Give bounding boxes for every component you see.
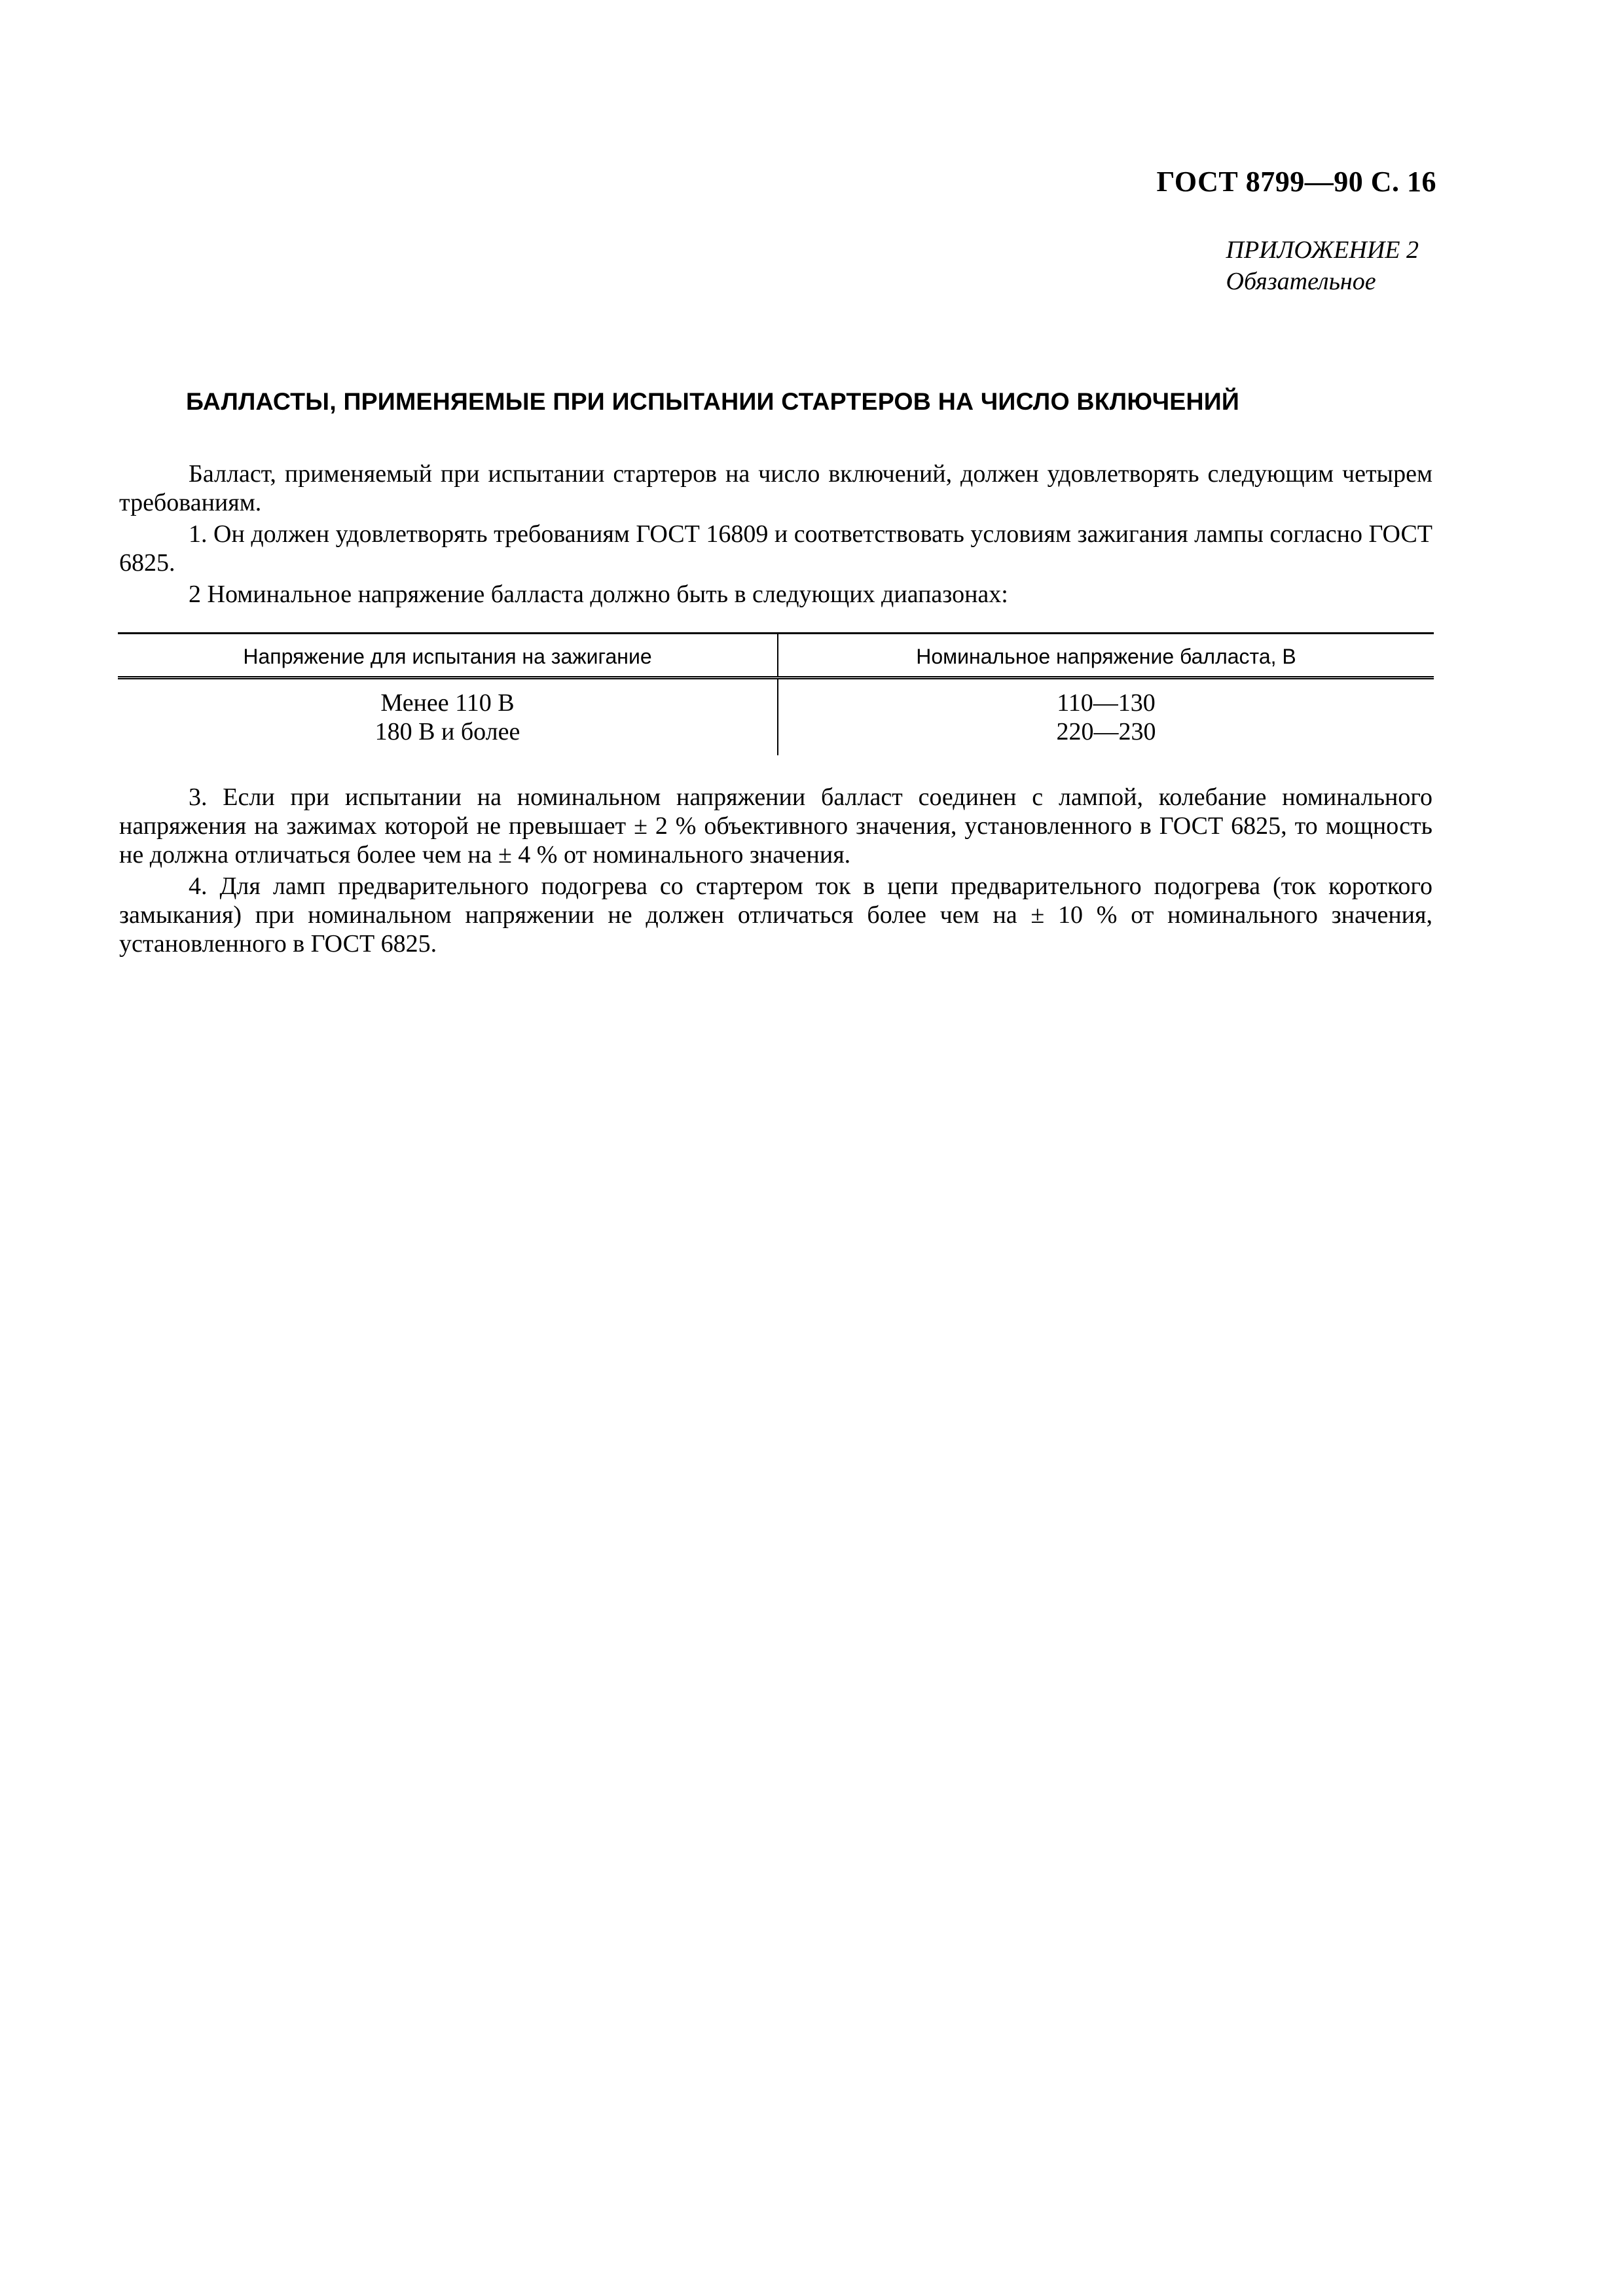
column-header-nominal-voltage: Номинальное напряжение балласта, В (778, 634, 1434, 678)
cell-value: 110—130 (1057, 689, 1156, 717)
column-header-test-voltage: Напряжение для испытания на зажигание (118, 634, 778, 678)
cell-value: Менее 110 В (380, 689, 515, 717)
closing-text (119, 783, 1432, 961)
table-row (118, 678, 1434, 756)
appendix-label-block (1226, 234, 1419, 297)
requirement-3-paragraph: 3. Если при испытании на номинальном напряжении балласт соединен с лампой, колебание номинального напряжения на зажимах которой не превышает ± 2 % объективного значения, установленного в ГОСТ 6825, то мощность не должна отличаться более чем на ± 4 % от номинального значения. (119, 783, 1432, 869)
intro-paragraph: Балласт, применяемый при испытании стартеров на число включений, должен удовлетворять следующим четырем требованиям. (119, 460, 1432, 516)
appendix-status: Обязательное (1226, 268, 1376, 295)
intro-text (119, 459, 1432, 611)
table-header-row (118, 634, 1434, 678)
requirement-4-paragraph: 4. Для ламп предварительного подогрева со стартером ток в цепи предварительного подогрева (ток короткого замыкания) при номинальном напряжении не должен отличаться более чем на ± 10 % от номинального значения, установленного в ГОСТ 6825. (119, 872, 1432, 958)
requirement-1-paragraph: 1. Он должен удовлетворять требованиям ГОСТ 16809 и соответствовать условиям зажигания лампы согласно ГОСТ 6825. (119, 520, 1432, 577)
document-reference-header: ГОСТ 8799—90 С. 16 (1156, 166, 1436, 198)
table-cell-nominal-voltage (778, 678, 1434, 756)
requirement-2-paragraph: 2 Номинальное напряжение балласта должно быть в следующих диапазонах: (189, 581, 1008, 608)
section-title: БАЛЛАСТЫ, ПРИМЕНЯЕМЫЕ ПРИ ИСПЫТАНИИ СТАРТЕРОВ НА ЧИСЛО ВКЛЮЧЕНИЙ (186, 387, 1240, 415)
ballast-voltage-table (118, 632, 1434, 755)
appendix-label: ПРИЛОЖЕНИЕ 2 (1226, 236, 1419, 264)
cell-value: 220—230 (1056, 718, 1156, 745)
cell-value: 180 В и более (374, 718, 520, 745)
table-cell-test-voltage (118, 678, 778, 756)
